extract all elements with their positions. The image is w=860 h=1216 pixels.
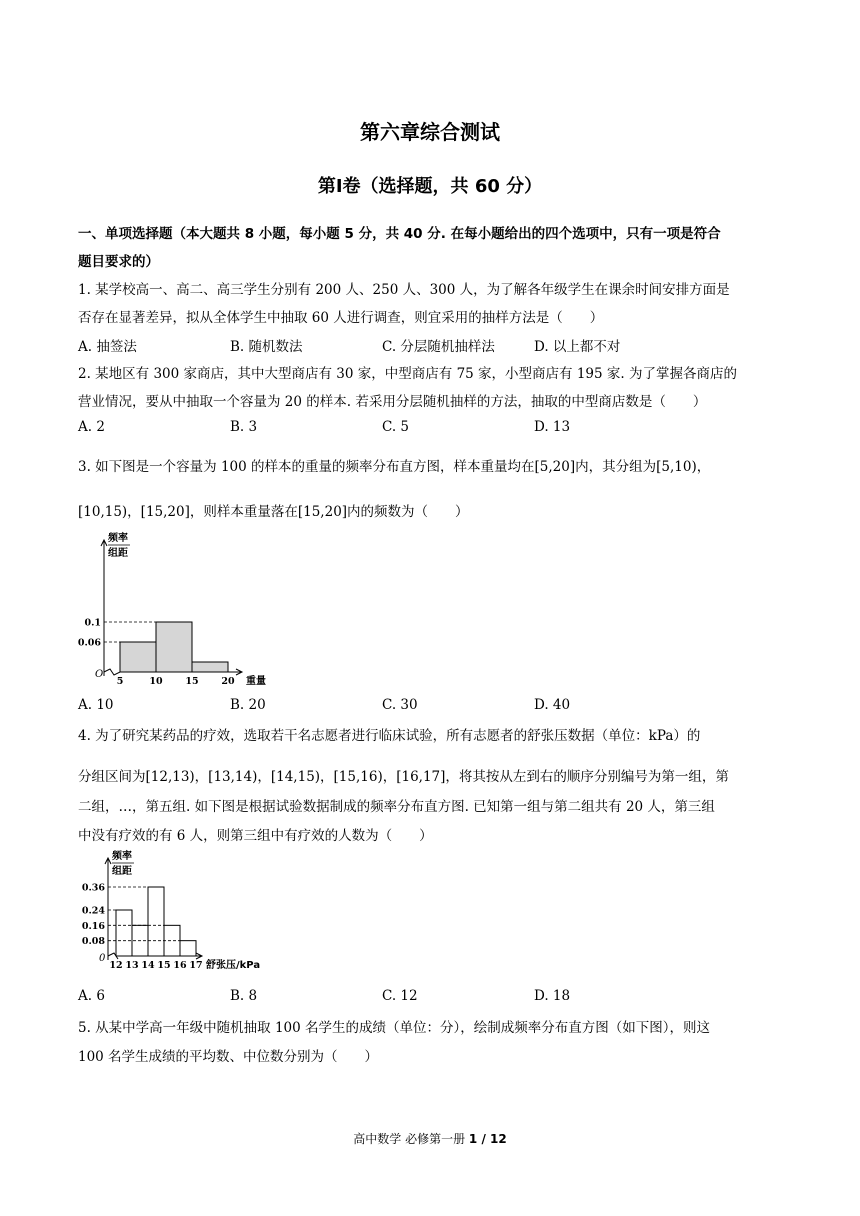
x-tick-label: 12 — [109, 960, 123, 971]
question-1-option-a: A. 抽签法 — [78, 339, 137, 355]
question-4-option-b: B. 8 — [230, 988, 258, 1004]
section-title: 第Ⅰ卷（选择题，共 60 分） — [317, 176, 543, 197]
question-3-option-c: C. 30 — [382, 697, 418, 713]
x-tick-label: 5 — [116, 676, 124, 687]
x-tick-label: 20 — [221, 676, 235, 687]
question-4-line-3: 二组，…，第五组. 如下图是根据试验数据制成的频率分布直方图. 已知第一组与第二组共有 20 人，第三组 — [78, 799, 715, 815]
y-tick-label: 0.16 — [81, 920, 105, 932]
question-2-option-d: D. 13 — [534, 419, 571, 435]
y-tick-label: 0.06 — [77, 637, 101, 649]
footer-text: 高中数学 必修第一册 — [353, 1132, 469, 1146]
histogram-bar — [148, 887, 164, 956]
question-3-line-2: [10,15)，[15,20]，则样本重量落在[15,20]内的频数为（ ） — [78, 504, 469, 520]
question-2-option-b: B. 3 — [230, 419, 258, 435]
question-2-option-c: C. 5 — [382, 419, 410, 435]
histogram-bar — [116, 910, 132, 956]
x-tick-label: 10 — [149, 676, 163, 687]
question-3-option-d: D. 40 — [534, 697, 571, 713]
question-2-line-1: 2. 某地区有 300 家商店，其中大型商店有 30 家，中型商店有 75 家，小型商店有 195 家. 为了掌握各商店的 — [78, 366, 737, 382]
x-tick-label: 17 — [189, 960, 203, 971]
question-5-line-2: 100 名学生成绩的平均数、中位数分别为（ ） — [78, 1049, 379, 1065]
question-1-option-c: C. 分层随机抽样法 — [382, 339, 495, 355]
y-tick-label: 0.36 — [81, 882, 105, 894]
question-1-line-2: 否存在显著差异，拟从全体学生中抽取 60 人进行调查，则宜采用的抽样方法是（ ） — [78, 310, 604, 326]
x-tick-label: 16 — [173, 960, 187, 971]
x-tick-label: 14 — [141, 960, 155, 971]
question-3-option-b: B. 20 — [230, 697, 266, 713]
x-axis-label: 舒张压/kPa — [206, 960, 261, 971]
histogram-bar — [156, 622, 192, 672]
question-4-line-4: 中没有疗效的有 6 人，则第三组中有疗效的人数为（ ） — [78, 828, 433, 844]
histogram-blood-pressure — [78, 852, 268, 976]
question-4-option-d: D. 18 — [534, 988, 571, 1004]
x-axis-label: 重量 — [246, 676, 266, 687]
x-tick-label: 15 — [185, 676, 199, 687]
y-axis-label-bottom: 组距 — [112, 866, 132, 877]
question-1-line-1: 1. 某学校高一、高二、高三学生分别有 200 人、250 人、300 人，为了解各年级学生在课余时间安排方面是 — [78, 282, 730, 298]
question-1-option-d: D. 以上都不对 — [534, 339, 621, 355]
y-tick-label: 0.08 — [81, 936, 105, 948]
histogram-bar — [192, 662, 228, 672]
question-2-option-a: A. 2 — [78, 419, 105, 435]
histogram-bar — [164, 925, 180, 956]
question-5-line-1: 5. 从某中学高一年级中随机抽取 100 名学生的成绩（单位：分），绘制成频率分布直方图（如下图），则这 — [78, 1020, 711, 1036]
section-heading-line-1: 一、单项选择题（本大题共 8 小题，每小题 5 分，共 40 分. 在每小题给出的四个选项中，只有一项是符合 — [78, 226, 721, 242]
y-axis-label-top: 频率 — [108, 533, 128, 544]
x-tick-label: 15 — [157, 960, 171, 971]
y-tick-label: 0.24 — [81, 905, 105, 917]
question-1-option-b: B. 随机数法 — [230, 339, 303, 355]
section-heading-line-2: 题目要求的） — [78, 254, 159, 270]
y-axis-label-bottom: 组距 — [108, 548, 128, 559]
y-tick-label: 0.1 — [84, 617, 101, 629]
question-2-line-2: 营业情况，要从中抽取一个容量为 20 的样本. 若采用分层随机抽样的方法，抽取的中型商店数是（ ） — [78, 394, 707, 410]
origin-label: 0 — [99, 953, 106, 964]
histogram-weight — [77, 532, 266, 690]
question-4-line-2: 分组区间为[12,13)，[13,14)，[14,15)，[15,16)，[16,17]，将其按从左到右的顺序分别编号为第一组，第 — [78, 769, 729, 785]
x-tick-label: 13 — [125, 960, 139, 971]
question-3-line-1: 3. 如下图是一个容量为 100 的样本的重量的频率分布直方图，样本重量均在[5,20]内，其分组为[5,10)， — [78, 459, 711, 475]
page-number: 1 / 12 — [468, 1132, 507, 1146]
histogram-bar — [180, 941, 196, 956]
histogram-bar — [120, 642, 156, 672]
question-3-option-a: A. 10 — [78, 697, 114, 713]
page-title: 第六章综合测试 — [360, 120, 500, 144]
question-4-option-a: A. 6 — [78, 988, 105, 1004]
page-footer — [0, 1130, 860, 1147]
question-4-option-c: C. 12 — [382, 988, 418, 1004]
y-axis-label-top: 频率 — [112, 851, 132, 862]
origin-label: O — [95, 669, 104, 680]
question-4-line-1: 4. 为了研究某药品的疗效，选取若干名志愿者进行临床试验，所有志愿者的舒张压数据（单位：kPa）的 — [78, 728, 701, 744]
